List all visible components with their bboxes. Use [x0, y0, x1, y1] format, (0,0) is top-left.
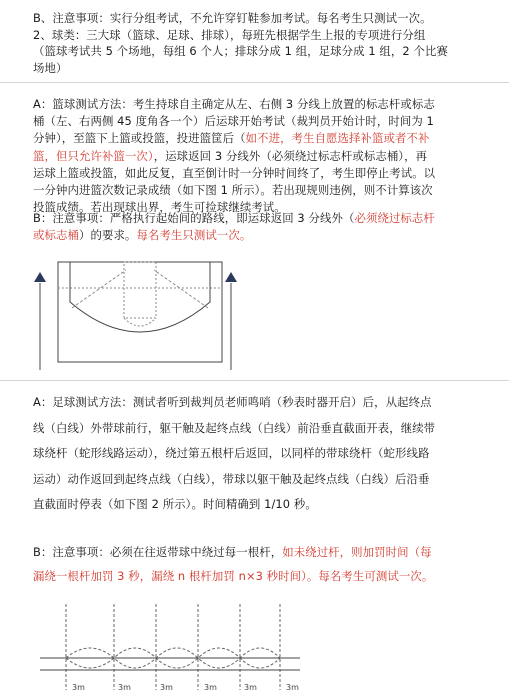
text-line: [33, 210, 485, 227]
route-line: [72, 270, 126, 308]
text-line: [33, 564, 485, 588]
highlight-text: 如不进，考生自愿选择补篮或者不补: [245, 131, 430, 146]
intro-ball-line-1: 2、球类：三大球（篮球、足球、排球），每班先根据学生上报的专项进行分组: [33, 27, 426, 42]
intro-section: [33, 10, 485, 76]
marker-icon: [225, 272, 237, 282]
highlight-text: 如未绕过杆，则加罚时间（每: [282, 545, 432, 559]
text-line: 运动）动作返回到起终点线（白线），带球以躯干触及起终点线（白线）后沿垂: [33, 471, 430, 486]
text-line: 运球上篮或投篮，如此反复，直至倒计时一分钟时间终了，考生即停止考试。以: [33, 165, 436, 180]
football-slalom-diagram: [0, 600, 509, 699]
three-point-arc: [70, 262, 210, 332]
distance-label: 3m: [244, 683, 257, 692]
intro-ball-line-3: 场地）: [33, 60, 68, 75]
text-line: A：足球测试方法：测试者听到裁判员老师鸣哨（秒表时器开启）后，从起终点: [33, 395, 432, 409]
text-span: B：注意事项：必须在往返带球中绕过每一根杆，: [33, 545, 283, 559]
key-area: [124, 262, 156, 318]
text-span: ，运球返回 3 分线外（必须绕过标志杆或标志桶），再: [153, 148, 428, 163]
basketball-court-diagram: [0, 250, 509, 375]
highlight-text: 漏绕一根杆加罚 3 秒，漏绕 n 根杆加罚 n×3 秒时间）。每名考生可测试一次。: [33, 569, 434, 583]
intro-ball-line-2: （篮球考试共 5 个场地，每组 6 个人；排球分成 1 组，足球分成 1 组，2 个比赛: [33, 44, 448, 58]
text-line: A：篮球测试方法：考生持球自主确定从左、右侧 3 分线上放置的标志杆或标志: [33, 97, 435, 111]
text-line: [33, 227, 485, 244]
marker-icon: [34, 272, 46, 282]
text-line: 一分钟内进篮次数记录成绩（如下图 1 所示）。若出现规则违例，则不计算该次: [33, 183, 433, 198]
text-line: 球绕杆（蛇形线路运动），绕过第五根杆后返回，以同样的带球绕杆（蛇形线路: [33, 446, 430, 461]
text-line: 线（白线）外带球前行，躯干触及起终点线（白线）前沿垂直截面开表，继续带: [33, 420, 436, 435]
divider: [0, 82, 509, 83]
text-span: ）的要求。: [78, 228, 137, 243]
text-line: [33, 130, 485, 147]
route-line: [154, 270, 208, 308]
distance-label: 3m: [160, 683, 173, 692]
football-method: [33, 390, 485, 518]
text-span: B：注意事项：严格执行起始间的路线，即运球返回 3 分线外（: [33, 211, 355, 225]
divider: [0, 380, 509, 381]
text-line: 直截面时停表（如下图 2 所示）。时间精确到 1/10 秒。: [33, 497, 317, 512]
highlight-text: 必须绕过标志杆: [354, 211, 435, 225]
text-line: [33, 148, 485, 165]
text-line: 投篮成绩。若出现球出界，考生可捡球继续考试。: [33, 200, 286, 215]
intro-note: B、注意事项：实行分组考试，不允许穿钉鞋参加考试。每名考生只测试一次。: [33, 11, 432, 25]
highlight-text: 或标志桶: [33, 228, 79, 243]
highlight-text: 每名考生只测试一次。: [136, 228, 252, 243]
distance-label: 3m: [204, 683, 217, 692]
basketball-method: [33, 96, 485, 216]
basketball-notes: [33, 210, 485, 244]
text-line: [33, 540, 485, 564]
distance-label: 3m: [286, 683, 299, 692]
distance-label: 3m: [72, 683, 85, 692]
football-notes: [33, 540, 485, 588]
highlight-text: 篮，但只允许补篮一次）: [33, 148, 154, 163]
text-span: 分钟），至篮下上篮或投篮，投进篮筐后（: [33, 131, 246, 146]
distance-label: 3m: [118, 683, 131, 692]
text-line: 桶（左、右两侧 45 度角各一个）后运球开始考试（裁判员开始计时，时间为 1: [33, 114, 434, 129]
free-throw-arc: [124, 318, 156, 326]
